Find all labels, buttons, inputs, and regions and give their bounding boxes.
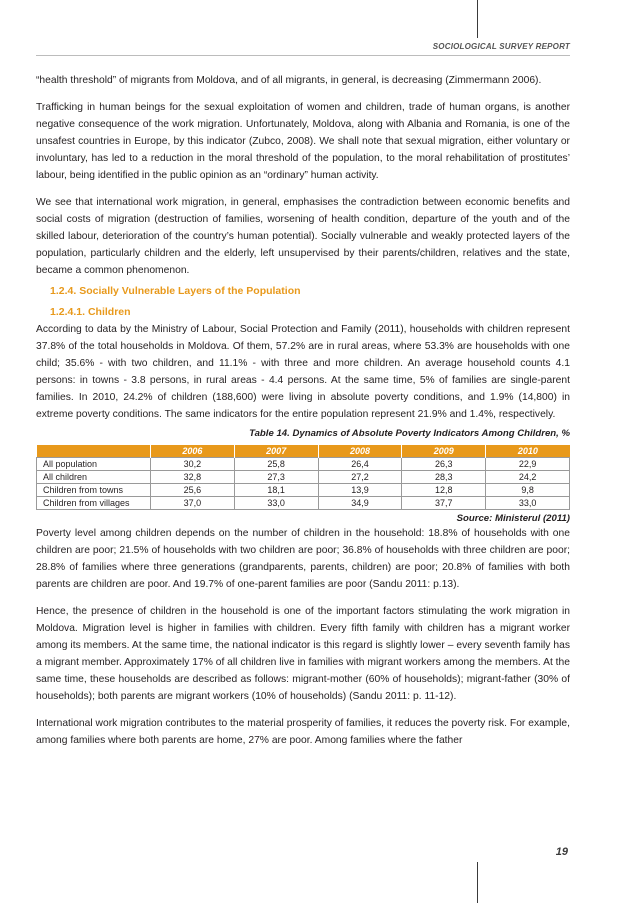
table-row (37, 484, 570, 497)
table-cell: 25,6 (151, 484, 235, 497)
section-heading: 1.2.4. Socially Vulnerable Layers of the Population (50, 285, 301, 297)
table-header-year: 2006 (151, 445, 235, 458)
bottom-divider-line (477, 862, 478, 903)
table-cell: 37,7 (402, 497, 486, 510)
poverty-table (36, 445, 570, 510)
page-body (36, 72, 570, 749)
table-header-year: 2007 (234, 445, 318, 458)
table-header-row (37, 445, 570, 458)
paragraph-5: Poverty level among children depends on the number of children in the household: 18.8% of households with one children are poor; 21.5% of households with two children are poor; 36.8% of households with three children are poor; 28.8% of families where three generations (grandparents, parents, children) are poor; 20.8% of families with both parents are children are poor. And 19.7% of one-parent families are poor (Sandu 2011: p.13). (36, 528, 570, 590)
page-number: 19 (555, 846, 568, 858)
row-label: Children from towns (37, 484, 151, 497)
table-cell: 24,2 (486, 471, 570, 484)
table-header-blank (37, 445, 151, 458)
paragraph-2: Trafficking in human beings for the sexual exploitation of women and children, trade of human organs, is another negative consequence of the work migration. Unfortunately, Moldova, along with Albania and Romania, is one of the unsafest countries in Europe, by this indicator (Zubco, 2008). We shall note that sexual migration, either voluntary or involuntary, has led to a reduction in the moral threshold of the population, to the moral rehabilitation of prostitutes’ labour, being identified in the public opinion as an “ordinary” human activity. (36, 102, 570, 181)
table-cell: 37,0 (151, 497, 235, 510)
table-cell: 9,8 (486, 484, 570, 497)
table-cell: 26,3 (402, 458, 486, 471)
table-cell: 34,9 (318, 497, 402, 510)
row-label: All population (37, 458, 151, 471)
table-cell: 30,2 (151, 458, 235, 471)
table-cell: 12,8 (402, 484, 486, 497)
table-cell: 18,1 (234, 484, 318, 497)
table-row (37, 458, 570, 471)
table-cell: 28,3 (402, 471, 486, 484)
table-cell: 26,4 (318, 458, 402, 471)
table-cell: 13,9 (318, 484, 402, 497)
table-cell: 27,3 (234, 471, 318, 484)
running-head: SOCIOLOGICAL SURVEY REPORT (432, 42, 570, 51)
table-cell: 25,8 (234, 458, 318, 471)
paragraph-1: “health threshold” of migrants from Moldova, and of all migrants, in general, is decreasing (Zimmermann 2006). (36, 75, 542, 86)
table-header-year: 2010 (486, 445, 570, 458)
table-cell: 27,2 (318, 471, 402, 484)
table-row (37, 497, 570, 510)
table-header-year: 2008 (318, 445, 402, 458)
paragraph-3: We see that international work migration, in general, emphasises the contradiction between economic benefits and social costs of migration (destruction of families, worsening of health condition, departure of the youth and of the skilled labour, deterioration of the country’s human potential). Socially vulnerable and weakly protected layers of the population, particularly children and the elderly, left unsupervised by their parents/children, relatives and the state, became a common phenomenon. (36, 197, 570, 276)
header-rule (36, 55, 570, 56)
paragraph-7: International work migration contributes to the material prosperity of families, it reduces the poverty risk. For example, among families where both parents are home, 27% are poor. Among families where the father (36, 718, 570, 746)
row-label: All children (37, 471, 151, 484)
table-cell: 33,0 (486, 497, 570, 510)
table-row (37, 471, 570, 484)
subsection-heading: 1.2.4.1. Children (50, 306, 131, 318)
table-source: Source: Ministerul (2011) (456, 513, 570, 524)
table-cell: 33,0 (234, 497, 318, 510)
table-caption: Table 14. Dynamics of Absolute Poverty Indicators Among Children, % (249, 428, 570, 439)
table-header-year: 2009 (402, 445, 486, 458)
table-cell: 32,8 (151, 471, 235, 484)
top-divider-line (477, 0, 478, 38)
row-label: Children from villages (37, 497, 151, 510)
paragraph-6: Hence, the presence of children in the household is one of the important factors stimulating the work migration in Moldova. Migration level is higher in families with children. Every fifth family with children has a migrant worker among its members. At the same time, the national indicator is this regard is slightly lower – every seventh family has a migrant member. Approximately 17% of all children live in families with migrant workers among the members. At the same time, these households are described as follows: migrant-mother (60% of households); migrant-father (30% of households); both parents are migrant workers (10% of households) (Sandu 2011: p. 11-12). (36, 606, 570, 702)
paragraph-4: According to data by the Ministry of Labour, Social Protection and Family (2011), households with children represent 37.8% of the total households in Moldova. Of them, 57.2% are in rural areas, where 53.3% are households with one child; 35.6% - with two children, and 11.1% - with three and more children. An average household counts 4.1 persons: in towns - 3.8 persons, in rural areas - 4.4 persons. At the same time, 5% of families are single-parent families. In 2010, 24.2% of children (188,600) were living in absolute poverty conditions, and 1.9% (14,800) in extreme poverty conditions. The same indicators for the entire population represent 21.9% and 1.4%, respectively. (36, 324, 570, 420)
table-cell: 22,9 (486, 458, 570, 471)
